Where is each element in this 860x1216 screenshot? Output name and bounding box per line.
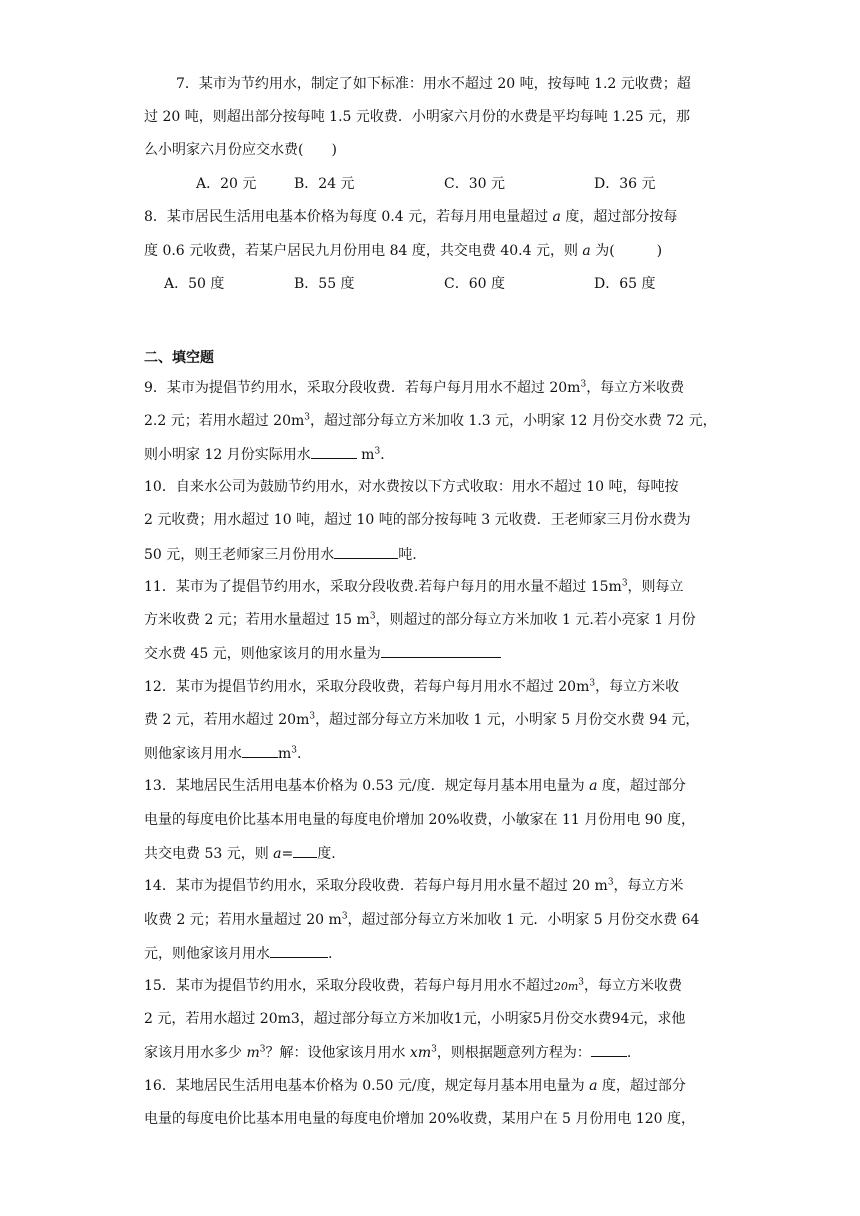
q9-line-3: 则小明家 12 月份实际用水 $m^3$． [144, 444, 394, 465]
answer-blank[interactable] [293, 843, 317, 858]
q7-line-2: 过 20 吨，则超出部分按每吨 1.5 元收费．小明家六月份的水费是平均每吨 1.25 元，那 [144, 109, 690, 125]
q12-line-3: 则他家该月用水 $m^3$. [144, 743, 301, 764]
q7-option-a: A．20 元 [196, 176, 257, 192]
q15-line-1: 15．某市为提倡节约用水，采取分段收费，若每户每月用水不超过$20m^3$，每立方米收费 [144, 977, 682, 994]
q12-line-1: 12．某市为提倡节约用水，采取分段收费，若每户每月用水不超过 $20m^3$，每立方米收 [144, 678, 680, 695]
q13-line-3: 共交电费 53 元，则 a= 度. [144, 843, 336, 864]
answer-blank[interactable] [242, 743, 278, 758]
q9-line-2: 2.2 元；若用水超过 $20m^3$，超过部分每立方米加收 1.3 元，小明家 12 月份交水费 72 元， [144, 412, 717, 429]
answer-blank[interactable] [270, 943, 328, 958]
q15-line-3: 家该月用水多少 $m^3$？解：设他家该月用水 $xm^3$，则根据题意列方程为： . [144, 1042, 631, 1063]
q8-option-a: A．50 度 [164, 276, 225, 292]
q13-line-1: 13．某地居民生活用电基本价格为 0.53 元/度．规定每月基本用电量为 a 度，超过部分 [144, 778, 686, 794]
q8-line-1: 8．某市居民生活用电基本价格为每度 0.4 元，若每月用电量超过 a 度，超过部分按每 [144, 209, 678, 225]
q9-line-1: 9．某市为提倡节约用水，采取分段收费．若每户每月用水不超过 $20m^3$，每立方米收费 [144, 379, 685, 396]
q16-line-2: 电量的每度电价比基本用电量的每度电价增加 20%收费，某用户在 5 月份用电 120 度， [144, 1111, 695, 1127]
q16-line-1: 16．某地居民生活用电基本价格为 0.50 元/度，规定每月基本用电量为 a 度，超过部分 [144, 1078, 686, 1094]
q11-line-1: 11．某市为了提倡节约用水，采取分段收费.若每户每月的用水量不超过 $15m^3$，则每立 [144, 578, 684, 595]
answer-blank[interactable] [334, 544, 398, 559]
q7-option-d: D．36 元 [594, 176, 656, 192]
q14-line-1: 14．某市为提倡节约用水，采取分段收费．若每户每月用水量不超过 20 $m^3$，每立方米 [144, 877, 684, 894]
q7-option-c: C．30 元 [444, 176, 505, 192]
answer-blank[interactable] [311, 444, 357, 459]
q7-line-1: 7．某市为节约用水，制定了如下标准：用水不超过 20 吨，按每吨 1.2 元收费；超 [176, 76, 691, 92]
q10-line-2: 2 元收费；用水超过 10 吨，超过 10 吨的部分按每吨 3 元收费．王老师家三月份水费为 [144, 512, 691, 528]
q8-line-2: 度 0.6 元收费，若某户居民九月份用电 84 度，共交电费 40.4 元，则 a 为( ) [144, 243, 663, 259]
q11-line-2: 方米收费 2 元；若用水量超过 15 $m^3$，则超过的部分每立方米加收 1 元.若小亮家 1 月份 [144, 611, 696, 628]
answer-blank[interactable] [591, 1042, 627, 1057]
section-heading: 二、填空题 [144, 350, 214, 366]
q10-line-3: 50 元，则王老师家三月份用水 吨. [144, 544, 417, 565]
q15-line-2: 2 元，若用水超过 20m3，超过部分每立方米加收1元，小明家5月份交水费94元，求他 [144, 1011, 686, 1027]
q7-option-b: B．24 元 [294, 176, 355, 192]
q11-line-3: 交水费 45 元，则他家该月的用水量为 [144, 643, 501, 664]
q8-option-c: C．60 度 [444, 276, 505, 292]
q8-option-d: D．65 度 [594, 276, 656, 292]
q7-line-3: 么小明家六月份应交水费( ) [144, 142, 337, 158]
q12-line-2: 费 2 元，若用水超过 $20m^3$，超过部分每立方米加收 1 元，小明家 5 月份交水费 94 元， [144, 711, 700, 728]
q10-line-1: 10．自来水公司为鼓励节约用水，对水费按以下方式收取：用水不超过 10 吨，每吨按 [144, 479, 679, 495]
q14-line-3: 元，则他家该月用水 . [144, 943, 332, 964]
q14-line-2: 收费 2 元；若用水量超过 20 $m^3$，超过部分每立方米加收 1 元．小明家 5 月份交水费 64 [144, 911, 700, 928]
q13-line-2: 电量的每度电价比基本用电量的每度电价增加 20%收费，小敏家在 11 月份用电 90 度， [144, 812, 695, 828]
answer-blank[interactable] [381, 643, 501, 658]
q8-option-b: B．55 度 [294, 276, 355, 292]
